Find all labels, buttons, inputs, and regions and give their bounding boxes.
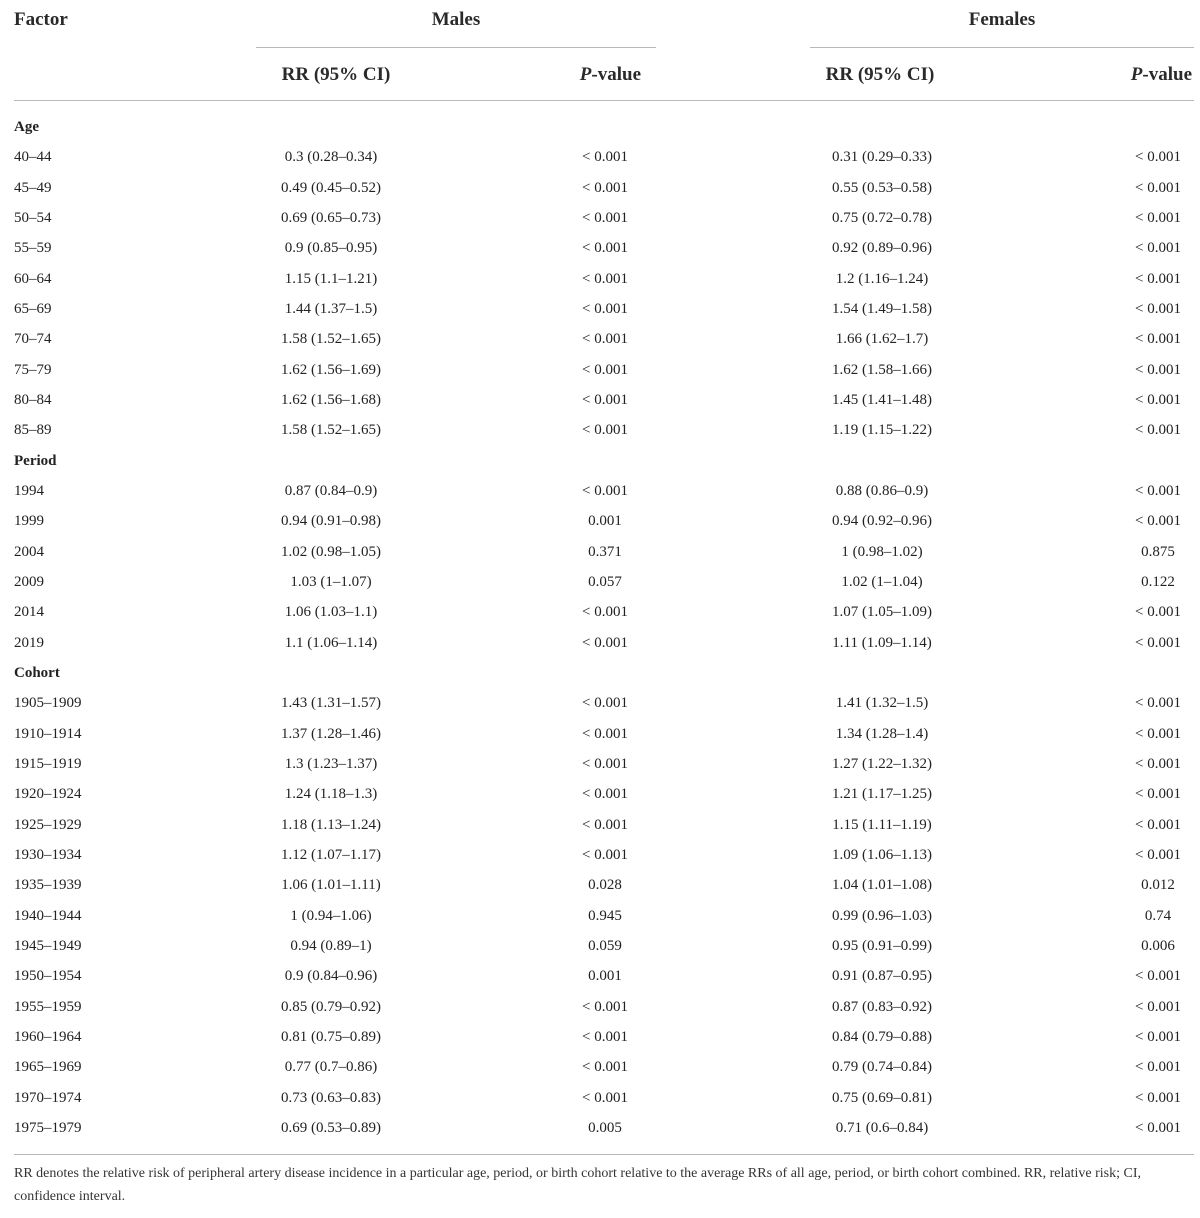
females-rr-cell: 0.87 (0.83–0.92) bbox=[832, 998, 932, 1015]
males-pvalue-cell: 0.057 bbox=[588, 573, 622, 590]
females-rr-cell: 1.41 (1.32–1.5) bbox=[835, 695, 929, 712]
table-row bbox=[0, 143, 1200, 173]
row-factor-cell: 1975–1979 bbox=[14, 1119, 82, 1136]
females-rr-cell: 1.19 (1.15–1.22) bbox=[832, 422, 932, 439]
females-pvalue-cell: < 0.001 bbox=[1135, 331, 1181, 348]
males-pvalue-column-header bbox=[520, 64, 641, 86]
table-row bbox=[0, 174, 1200, 204]
table-row bbox=[0, 568, 1200, 598]
males-rr-cell: 0.49 (0.45–0.52) bbox=[281, 179, 381, 196]
males-pvalue-cell: < 0.001 bbox=[582, 361, 628, 378]
row-factor-cell: 1999 bbox=[14, 513, 44, 530]
males-pvalue-cell: 0.001 bbox=[588, 513, 622, 530]
table-row bbox=[0, 204, 1200, 234]
row-factor-cell: 55–59 bbox=[14, 240, 52, 257]
row-factor-cell: 1925–1929 bbox=[14, 816, 82, 833]
table-row bbox=[0, 811, 1200, 841]
females-pvalue-cell: < 0.001 bbox=[1135, 209, 1181, 226]
males-pvalue-cell: < 0.001 bbox=[582, 725, 628, 742]
females-rr-cell: 1.02 (1–1.04) bbox=[841, 573, 923, 590]
males-rr-cell: 1.1 (1.06–1.14) bbox=[284, 634, 378, 651]
females-rr-cell: 1.62 (1.58–1.66) bbox=[832, 361, 932, 378]
females-header-divider bbox=[810, 47, 1194, 48]
males-pvalue-cell: < 0.001 bbox=[582, 1059, 628, 1076]
section-row-cohort bbox=[0, 659, 1200, 689]
males-pvalue-cell: < 0.001 bbox=[582, 240, 628, 257]
header-bottom-rule bbox=[14, 100, 1194, 101]
males-rr-cell: 1.18 (1.13–1.24) bbox=[281, 816, 381, 833]
row-factor-cell: 1915–1919 bbox=[14, 755, 82, 772]
males-rr-cell: 0.3 (0.28–0.34) bbox=[284, 149, 378, 166]
females-pvalue-cell: < 0.001 bbox=[1135, 846, 1181, 863]
table-row bbox=[0, 356, 1200, 386]
females-pvalue-cell: < 0.001 bbox=[1135, 1089, 1181, 1106]
females-pvalue-column-header bbox=[1060, 64, 1192, 86]
section-title: Period bbox=[14, 452, 57, 469]
females-rr-cell: 0.79 (0.74–0.84) bbox=[832, 1059, 932, 1076]
row-factor-cell: 1994 bbox=[14, 482, 44, 499]
males-rr-cell: 1.06 (1.01–1.11) bbox=[281, 877, 381, 894]
males-rr-cell: 0.94 (0.89–1) bbox=[290, 937, 372, 954]
females-pvalue-cell: < 0.001 bbox=[1135, 1059, 1181, 1076]
table-row bbox=[0, 416, 1200, 446]
row-factor-cell: 1970–1974 bbox=[14, 1089, 82, 1106]
males-rr-cell: 1.02 (0.98–1.05) bbox=[281, 543, 381, 560]
pvalue-suffix: -value bbox=[1142, 64, 1192, 85]
males-pvalue-cell: < 0.001 bbox=[582, 604, 628, 621]
table-row bbox=[0, 962, 1200, 992]
females-pvalue-cell: < 0.001 bbox=[1135, 300, 1181, 317]
males-pvalue-cell: < 0.001 bbox=[582, 179, 628, 196]
females-pvalue-cell: < 0.001 bbox=[1135, 634, 1181, 651]
table-row bbox=[0, 932, 1200, 962]
males-rr-cell: 1.24 (1.18–1.3) bbox=[284, 786, 378, 803]
table-row bbox=[0, 902, 1200, 932]
pvalue-suffix: -value bbox=[591, 64, 641, 85]
row-factor-cell: 1945–1949 bbox=[14, 937, 82, 954]
table-row bbox=[0, 234, 1200, 264]
males-rr-cell: 1.3 (1.23–1.37) bbox=[284, 755, 378, 772]
females-rr-cell: 0.55 (0.53–0.58) bbox=[832, 179, 932, 196]
females-rr-cell: 1.34 (1.28–1.4) bbox=[835, 725, 929, 742]
table-bottom-rule bbox=[14, 1154, 1194, 1155]
table-row bbox=[0, 386, 1200, 416]
table-row bbox=[0, 1023, 1200, 1053]
females-pvalue-cell: < 0.001 bbox=[1135, 422, 1181, 439]
males-pvalue-cell: 0.001 bbox=[588, 968, 622, 985]
females-rr-cell: 0.99 (0.96–1.03) bbox=[832, 907, 932, 924]
females-rr-cell: 1.15 (1.11–1.19) bbox=[832, 816, 932, 833]
females-rr-cell: 1.27 (1.22–1.32) bbox=[832, 755, 932, 772]
row-factor-cell: 50–54 bbox=[14, 209, 52, 226]
table-row bbox=[0, 265, 1200, 295]
males-pvalue-cell: < 0.001 bbox=[582, 816, 628, 833]
row-factor-cell: 1965–1969 bbox=[14, 1059, 82, 1076]
females-rr-cell: 0.31 (0.29–0.33) bbox=[832, 149, 932, 166]
males-rr-cell: 1.44 (1.37–1.5) bbox=[284, 300, 378, 317]
females-pvalue-cell: 0.012 bbox=[1141, 877, 1175, 894]
females-pvalue-cell: 0.875 bbox=[1141, 543, 1175, 560]
males-rr-cell: 1 (0.94–1.06) bbox=[290, 907, 372, 924]
table-row bbox=[0, 871, 1200, 901]
females-pvalue-cell: < 0.001 bbox=[1135, 725, 1181, 742]
males-rr-cell: 1.37 (1.28–1.46) bbox=[281, 725, 381, 742]
row-factor-cell: 2019 bbox=[14, 634, 44, 651]
row-factor-cell: 1940–1944 bbox=[14, 907, 82, 924]
females-rr-cell: 1.54 (1.49–1.58) bbox=[832, 300, 932, 317]
males-pvalue-cell: < 0.001 bbox=[582, 300, 628, 317]
males-pvalue-cell: < 0.001 bbox=[582, 998, 628, 1015]
males-rr-cell: 1.43 (1.31–1.57) bbox=[281, 695, 381, 712]
females-pvalue-cell: 0.122 bbox=[1141, 573, 1175, 590]
males-pvalue-cell: 0.028 bbox=[588, 877, 622, 894]
males-rr-cell: 0.94 (0.91–0.98) bbox=[281, 513, 381, 530]
females-pvalue-cell: < 0.001 bbox=[1135, 179, 1181, 196]
table-row bbox=[0, 780, 1200, 810]
females-pvalue-cell: < 0.001 bbox=[1135, 968, 1181, 985]
males-rr-cell: 1.03 (1–1.07) bbox=[290, 573, 372, 590]
section-row-period bbox=[0, 447, 1200, 477]
table-row bbox=[0, 325, 1200, 355]
females-rr-cell: 1.11 (1.09–1.14) bbox=[832, 634, 932, 651]
females-pvalue-cell: 0.74 bbox=[1144, 907, 1172, 924]
females-pvalue-cell: < 0.001 bbox=[1135, 513, 1181, 530]
table-row bbox=[0, 538, 1200, 568]
females-rr-cell: 0.94 (0.92–0.96) bbox=[832, 513, 932, 530]
row-factor-cell: 1935–1939 bbox=[14, 877, 82, 894]
females-rr-cell: 0.84 (0.79–0.88) bbox=[832, 1028, 932, 1045]
table-row bbox=[0, 507, 1200, 537]
females-rr-cell: 0.75 (0.69–0.81) bbox=[832, 1089, 932, 1106]
table-row bbox=[0, 720, 1200, 750]
table-footnote: RR denotes the relative risk of peripheral artery disease incidence in a particular age, period, or birth cohort relative to the average RRs of all age, period, or birth cohort combined. RR, relative risk; CI, confidence interval. bbox=[14, 1166, 1141, 1204]
females-pvalue-cell: < 0.001 bbox=[1135, 816, 1181, 833]
table-row bbox=[0, 295, 1200, 325]
females-rr-cell: 1.66 (1.62–1.7) bbox=[835, 331, 929, 348]
males-rr-cell: 1.58 (1.52–1.65) bbox=[281, 331, 381, 348]
table-row bbox=[0, 1114, 1200, 1144]
males-rr-cell: 1.12 (1.07–1.17) bbox=[281, 846, 381, 863]
row-factor-cell: 65–69 bbox=[14, 300, 52, 317]
section-title: Cohort bbox=[14, 664, 60, 681]
females-rr-cell: 1.07 (1.05–1.09) bbox=[832, 604, 932, 621]
females-rr-cell: 0.95 (0.91–0.99) bbox=[832, 937, 932, 954]
females-rr-cell: 1.2 (1.16–1.24) bbox=[835, 270, 929, 287]
females-rr-column-header: RR (95% CI) bbox=[825, 64, 935, 85]
table-row bbox=[0, 1084, 1200, 1114]
females-pvalue-cell: < 0.001 bbox=[1135, 755, 1181, 772]
females-pvalue-cell: < 0.001 bbox=[1135, 604, 1181, 621]
females-pvalue-cell: < 0.001 bbox=[1135, 482, 1181, 499]
females-pvalue-cell: < 0.001 bbox=[1135, 391, 1181, 408]
females-pvalue-cell: < 0.001 bbox=[1135, 240, 1181, 257]
males-rr-cell: 1.62 (1.56–1.68) bbox=[281, 391, 381, 408]
males-pvalue-cell: < 0.001 bbox=[582, 1089, 628, 1106]
females-rr-cell: 1.09 (1.06–1.13) bbox=[832, 846, 932, 863]
males-rr-cell: 0.81 (0.75–0.89) bbox=[281, 1028, 381, 1045]
table-row bbox=[0, 841, 1200, 871]
males-rr-cell: 1.58 (1.52–1.65) bbox=[281, 422, 381, 439]
males-rr-cell: 1.15 (1.1–1.21) bbox=[284, 270, 378, 287]
males-rr-cell: 0.69 (0.65–0.73) bbox=[281, 209, 381, 226]
row-factor-cell: 85–89 bbox=[14, 422, 52, 439]
males-pvalue-cell: < 0.001 bbox=[582, 786, 628, 803]
row-factor-cell: 70–74 bbox=[14, 331, 52, 348]
table-row bbox=[0, 993, 1200, 1023]
males-rr-cell: 0.87 (0.84–0.9) bbox=[284, 482, 378, 499]
males-pvalue-cell: < 0.001 bbox=[582, 209, 628, 226]
row-factor-cell: 1950–1954 bbox=[14, 968, 82, 985]
females-pvalue-cell: < 0.001 bbox=[1135, 1028, 1181, 1045]
females-rr-cell: 0.75 (0.72–0.78) bbox=[832, 209, 932, 226]
females-rr-cell: 0.92 (0.89–0.96) bbox=[832, 240, 932, 257]
table-row bbox=[0, 598, 1200, 628]
females-pvalue-cell: < 0.001 bbox=[1135, 149, 1181, 166]
males-pvalue-cell: 0.005 bbox=[588, 1119, 622, 1136]
males-rr-cell: 1.06 (1.03–1.1) bbox=[284, 604, 378, 621]
table-body bbox=[0, 113, 1200, 1144]
females-rr-cell: 1 (0.98–1.02) bbox=[841, 543, 923, 560]
males-header-divider bbox=[256, 47, 656, 48]
row-factor-cell: 75–79 bbox=[14, 361, 52, 378]
males-pvalue-cell: < 0.001 bbox=[582, 482, 628, 499]
females-rr-cell: 1.21 (1.17–1.25) bbox=[832, 786, 932, 803]
females-rr-cell: 1.04 (1.01–1.08) bbox=[832, 877, 932, 894]
females-pvalue-cell: < 0.001 bbox=[1135, 786, 1181, 803]
males-pvalue-cell: < 0.001 bbox=[582, 391, 628, 408]
females-pvalue-cell: 0.006 bbox=[1141, 937, 1175, 954]
females-rr-cell: 0.71 (0.6–0.84) bbox=[835, 1119, 929, 1136]
males-pvalue-cell: < 0.001 bbox=[582, 422, 628, 439]
males-pvalue-cell: 0.945 bbox=[588, 907, 622, 924]
males-pvalue-cell: < 0.001 bbox=[582, 270, 628, 287]
row-factor-cell: 1910–1914 bbox=[14, 725, 82, 742]
section-title: Age bbox=[14, 119, 39, 135]
males-pvalue-cell: 0.059 bbox=[588, 937, 622, 954]
females-rr-cell: 0.88 (0.86–0.9) bbox=[835, 482, 929, 499]
females-group-header: Females bbox=[968, 9, 1036, 30]
females-pvalue-cell: < 0.001 bbox=[1135, 998, 1181, 1015]
males-rr-cell: 0.69 (0.53–0.89) bbox=[281, 1119, 381, 1136]
table-row bbox=[0, 689, 1200, 719]
row-factor-cell: 1920–1924 bbox=[14, 786, 82, 803]
males-rr-cell: 0.77 (0.7–0.86) bbox=[284, 1059, 378, 1076]
pvalue-italic-p: P bbox=[1130, 64, 1143, 85]
section-row-age bbox=[0, 113, 1200, 143]
males-group-header: Males bbox=[431, 9, 481, 30]
females-pvalue-cell: < 0.001 bbox=[1135, 1119, 1181, 1136]
females-rr-cell: 1.45 (1.41–1.48) bbox=[832, 391, 932, 408]
females-pvalue-cell: < 0.001 bbox=[1135, 695, 1181, 712]
row-factor-cell: 45–49 bbox=[14, 179, 52, 196]
table-row bbox=[0, 629, 1200, 659]
factor-column-header: Factor bbox=[14, 9, 68, 30]
males-pvalue-cell: 0.371 bbox=[588, 543, 622, 560]
males-pvalue-cell: < 0.001 bbox=[582, 755, 628, 772]
males-rr-column-header: RR (95% CI) bbox=[281, 64, 391, 85]
row-factor-cell: 1930–1934 bbox=[14, 846, 82, 863]
pvalue-italic-p: P bbox=[579, 64, 592, 85]
males-pvalue-cell: < 0.001 bbox=[582, 331, 628, 348]
row-factor-cell: 1960–1964 bbox=[14, 1028, 82, 1045]
males-pvalue-cell: < 0.001 bbox=[582, 695, 628, 712]
row-factor-cell: 2014 bbox=[14, 604, 44, 621]
row-factor-cell: 1905–1909 bbox=[14, 695, 82, 712]
males-pvalue-cell: < 0.001 bbox=[582, 1028, 628, 1045]
row-factor-cell: 1955–1959 bbox=[14, 998, 82, 1015]
males-rr-cell: 0.73 (0.63–0.83) bbox=[281, 1089, 381, 1106]
females-pvalue-cell: < 0.001 bbox=[1135, 270, 1181, 287]
females-pvalue-cell: < 0.001 bbox=[1135, 361, 1181, 378]
males-pvalue-cell: < 0.001 bbox=[582, 149, 628, 166]
males-rr-cell: 0.9 (0.84–0.96) bbox=[284, 968, 378, 985]
row-factor-cell: 2004 bbox=[14, 543, 44, 560]
males-pvalue-cell: < 0.001 bbox=[582, 634, 628, 651]
males-rr-cell: 0.85 (0.79–0.92) bbox=[281, 998, 381, 1015]
table-row bbox=[0, 1053, 1200, 1083]
males-rr-cell: 1.62 (1.56–1.69) bbox=[281, 361, 381, 378]
row-factor-cell: 2009 bbox=[14, 573, 44, 590]
males-pvalue-cell: < 0.001 bbox=[582, 846, 628, 863]
row-factor-cell: 40–44 bbox=[14, 149, 52, 166]
table-row bbox=[0, 477, 1200, 507]
females-rr-cell: 0.91 (0.87–0.95) bbox=[832, 968, 932, 985]
males-rr-cell: 0.9 (0.85–0.95) bbox=[284, 240, 378, 257]
row-factor-cell: 80–84 bbox=[14, 391, 52, 408]
table-row bbox=[0, 750, 1200, 780]
row-factor-cell: 60–64 bbox=[14, 270, 52, 287]
